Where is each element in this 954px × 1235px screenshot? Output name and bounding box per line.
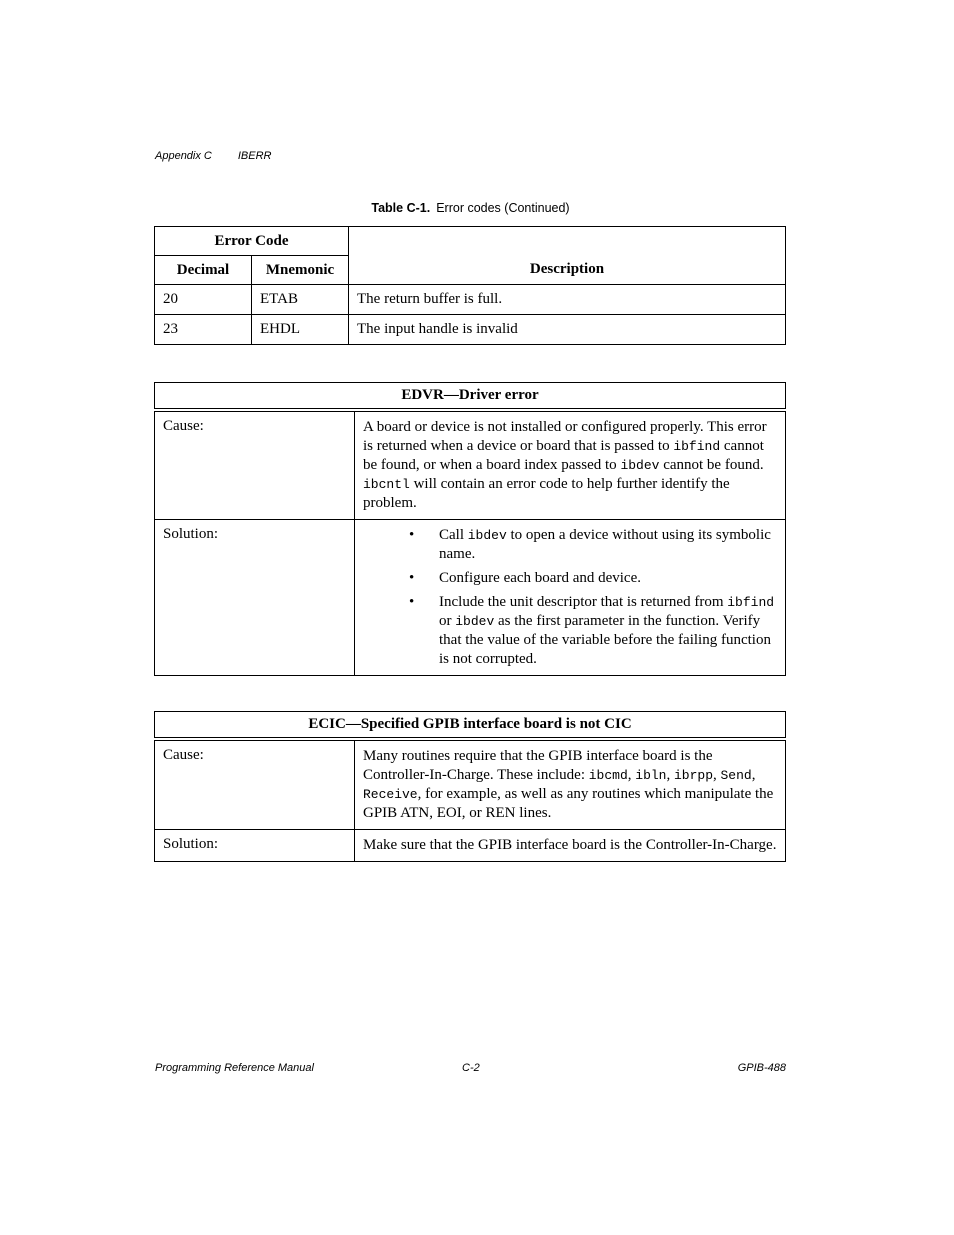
list-item: • Configure each board and device. (363, 569, 777, 588)
solution-label: Solution: (155, 520, 355, 676)
section-label: IBERR (237, 150, 272, 162)
text-run: to open a device without using its symbolic name. (439, 527, 771, 562)
code-ibdev: ibdev (620, 458, 660, 473)
code-ibcntl: ibcntl (363, 477, 410, 492)
table-row (155, 285, 786, 315)
cause-label: Cause: (155, 410, 355, 520)
running-header (155, 150, 272, 162)
text-run: or (439, 613, 456, 629)
decimal-cell: 20 (155, 285, 252, 315)
appendix-label: Appendix C (155, 150, 212, 162)
list-item (363, 526, 777, 564)
footer-page-number: C-2 (462, 1062, 480, 1074)
description-cell: The input handle is invalid (349, 315, 786, 345)
mnemonic-cell: ETAB (252, 285, 349, 315)
table-caption-text: Error codes (Continued) (436, 201, 570, 215)
cause-text (355, 410, 786, 520)
description-header: Description (349, 227, 786, 285)
text-run: , (666, 767, 674, 783)
text-run: cannot be found. (659, 457, 764, 473)
solution-list (363, 526, 777, 669)
code-ibdev: ibdev (467, 528, 507, 543)
list-item (363, 593, 777, 669)
error-code-table (154, 226, 786, 345)
code-ibfind: ibfind (727, 595, 775, 610)
footer-product: GPIB-488 (737, 1062, 786, 1074)
code-receive: Receive (363, 787, 418, 802)
solution-text: Make sure that the GPIB interface board is the Controller-In-Charge. (355, 830, 786, 862)
footer-manual-title: Programming Reference Manual (155, 1062, 314, 1074)
decimal-cell: 23 (155, 315, 252, 345)
code-ibln: ibln (635, 768, 667, 783)
edvr-title: EDVR—Driver error (155, 383, 786, 411)
code-ibcmd: ibcmd (588, 768, 628, 783)
description-cell: The return buffer is full. (349, 285, 786, 315)
table-caption-label: Table C-1. (371, 201, 431, 215)
solution-list-cell (355, 520, 786, 676)
mnemonic-cell: EHDL (252, 315, 349, 345)
ecic-title: ECIC—Specified GPIB interface board is not CIC (155, 712, 786, 740)
table-row (155, 315, 786, 345)
solution-label: Solution: (155, 830, 355, 862)
error-code-group-header: Error Code (155, 227, 349, 256)
code-ibdev: ibdev (455, 614, 495, 629)
text-run: Call (439, 527, 468, 543)
table-caption (155, 201, 786, 215)
ecic-table (154, 711, 786, 862)
edvr-table (154, 382, 786, 676)
text-run: Include the unit descriptor that is returned from (439, 594, 728, 610)
text-run: A board or device is not installed or configured properly. This error is returned when a device or board that is passed to (363, 419, 767, 454)
cause-text (355, 739, 786, 830)
cause-label: Cause: (155, 739, 355, 830)
text-run: as the first parameter in the function. Verify that the value of the variable before the failing function is not corrupted. (439, 613, 771, 667)
code-send: Send (720, 768, 752, 783)
code-ibfind: ibfind (673, 439, 721, 454)
code-ibrpp: ibrpp (673, 768, 713, 783)
text-run: , (713, 767, 721, 783)
text-run: , (751, 767, 756, 783)
text-run: Many routines require that the GPIB interface board is the Controller-In-Charge. These include: (363, 748, 713, 783)
text-run: , (627, 767, 636, 783)
decimal-header: Decimal (155, 256, 252, 285)
mnemonic-header: Mnemonic (252, 256, 349, 285)
text-run: , for example, as well as any routines which manipulate the GPIB ATN, EOI, or REN lines. (363, 786, 774, 821)
text-run: cannot be found, or when a board index passed to (363, 438, 764, 473)
text-run: will contain an error code to help further identify the problem. (363, 476, 730, 511)
